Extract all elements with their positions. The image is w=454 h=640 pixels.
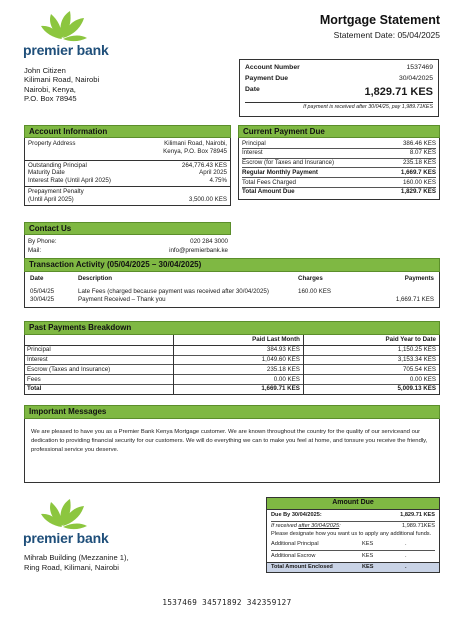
current-payment-header: Current Payment Due: [238, 125, 440, 138]
prepayment-penalty-value: 3,500.00 KES: [188, 195, 227, 203]
transaction-charges: 160.00 KES: [298, 287, 332, 295]
amount-due-coupon: Amount Due Due By 30/04/2025: 1,829.71 KES If received after 30/04/2025: 1,989.71KES Please designate how you want us to apply any additional funds. Additional Principal KES . Additional Escrow KES . Total Amount Enclosed KES .: [266, 497, 440, 573]
payment-due-row: [242, 187, 436, 197]
micr-line: 1537469 34571892 342359127: [162, 598, 292, 607]
transaction-description: Late Fees (charged because payment was received after 30/04/2025): [78, 287, 269, 295]
payment-due-row: [242, 167, 436, 177]
past-payments-table: [25, 335, 439, 394]
account-information-header: Account Information: [24, 125, 231, 138]
leaf-logo-icon: [22, 498, 122, 546]
paid-ytd-value: 0.00 KES: [409, 375, 436, 383]
payment-due-item-value: 386.46 KES: [402, 139, 436, 147]
table-row: [25, 355, 439, 365]
paid-last-month-value: 0.00 KES: [173, 375, 303, 385]
phone-value[interactable]: 020 284 3000: [190, 238, 228, 245]
current-payment-section: [238, 125, 440, 200]
payment-due-item-label: Regular Monthly Payment: [242, 168, 318, 176]
past-payments-header: Past Payments Breakdown: [24, 321, 440, 335]
interest-rate-label: Interest Rate (Until April 2025): [28, 177, 111, 184]
date-header: Date: [30, 275, 44, 282]
outstanding-principal-label: Outstanding Principal: [28, 161, 87, 169]
mail-label: Mail:: [28, 246, 42, 254]
payment-due-value: 30/04/2025: [398, 75, 433, 83]
past-payment-label: Total: [25, 384, 173, 393]
transaction-activity-header: Transaction Activity (05/04/2025 – 30/04/2025): [24, 258, 440, 272]
email-link[interactable]: info@premierbank.ke: [169, 246, 228, 254]
payments-header: Payments: [404, 275, 434, 282]
transaction-payments: [376, 288, 436, 296]
transaction-date: 05/04/25: [30, 287, 55, 295]
phone-label: By Phone:: [28, 238, 57, 245]
additional-escrow-field[interactable]: .: [405, 553, 407, 560]
account-number-value: 1537469: [406, 64, 433, 71]
due-by-value: 1,829.71 KES: [400, 512, 435, 518]
past-payment-label: Fees: [25, 375, 173, 385]
property-address-label: Property Address: [28, 140, 76, 147]
amount-date-label: Date: [245, 85, 260, 93]
property-address-value: Kilimani Road, Nairobi, Kenya, P.O. Box 78945: [163, 140, 227, 155]
payment-due-row: [242, 158, 436, 168]
past-payments-section: [24, 321, 440, 395]
payment-due-item-label: Total Amount Due: [242, 188, 295, 196]
due-by-label: Due By 30/04/2025:: [271, 512, 322, 518]
contact-section: [24, 222, 231, 258]
payment-due-row: [242, 177, 436, 187]
bank-address: Mihrab Building (Mezzanine 1), Ring Road, Kilimani, Nairobi: [24, 553, 129, 572]
transaction-date: 30/04/25: [30, 295, 55, 303]
coupon-instruction: Please designate how you want us to apply any additional funds.: [271, 530, 432, 537]
paid-last-month-value: 384.93 KES: [173, 345, 303, 355]
bank-logo-top: [22, 10, 122, 58]
paid-ytd-value: 1,150.25 KES: [397, 346, 436, 354]
payment-due-item-label: Principal: [242, 139, 266, 147]
total-enclosed-field[interactable]: .: [405, 564, 407, 571]
table-row: [28, 288, 436, 296]
paid-ytd-value: 3,153.34 KES: [397, 356, 436, 363]
payment-due-item-label: Interest: [242, 149, 263, 157]
payment-due-item-label: Escrow (for Taxes and Insurance): [242, 159, 335, 166]
payment-due-item-value: 1,829.7 KES: [400, 188, 436, 196]
bank-logo-bottom: [22, 498, 122, 546]
past-payment-label: Escrow (Taxes and Insurance): [25, 365, 173, 375]
coupon-header: Amount Due: [267, 498, 439, 510]
transaction-payments: 1,669.71 KES: [395, 295, 434, 303]
table-row: [28, 296, 436, 304]
payment-due-item-value: 160.00 KES: [402, 178, 436, 186]
important-messages-header: Important Messages: [24, 405, 440, 419]
payment-due-item-value: 8.07 KES: [409, 149, 436, 157]
charges-header: Charges: [298, 275, 323, 282]
additional-principal-field[interactable]: .: [405, 541, 407, 548]
statement-title: Mortgage Statement: [319, 13, 440, 27]
transaction-charges: [296, 296, 376, 304]
payment-due-item-label: Total Fees Charged: [242, 178, 296, 186]
total-enclosed-label: Total Amount Enclosed: [271, 564, 333, 571]
payment-due-item-value: 235.18 KES: [402, 159, 436, 166]
late-amount-value: 1,989.71KES: [402, 522, 435, 529]
past-payment-label: Principal: [25, 345, 173, 355]
account-summary-box: [239, 59, 439, 117]
amount-due-value: 1,829.71 KES: [364, 85, 433, 98]
table-row: [25, 365, 439, 375]
important-message-body: We are pleased to have you as a Premier Bank Kenya Mortgage customer. We are known throughout the country for the quality of our serviceand our dedication to providing financial security for our customers. We will do everything we can to make you feel at home, and tonsure you receive the friendly, professional service you deserve.: [31, 429, 428, 454]
contact-header: Contact Us: [24, 222, 231, 235]
account-information-section: Account Information Property Address Kilimani Road, Nairobi, Kenya, P.O. Box 78945 Outstanding Principal 264,776.43 KES Maturity Date April 2025 Interest Rate (Until April 2025) 4.75% Prepayment Penalty (Until April 2025) 3,500.00 KES: [24, 125, 231, 206]
paid-last-month-header: Paid Last Month: [173, 335, 303, 345]
svg-text:premier bank: premier bank: [23, 530, 109, 546]
table-row: [25, 384, 439, 393]
outstanding-principal-value: 264,776.43 KES: [181, 161, 227, 169]
additional-principal-label: Additional Principal: [271, 541, 319, 548]
interest-rate-value: 4.75%: [209, 177, 227, 184]
maturity-date-value: April 2025: [199, 169, 227, 177]
statement-date: Statement Date: 05/04/2025: [333, 29, 440, 40]
paid-ytd-value: 5,009.13 KES: [397, 385, 436, 393]
account-number-label: Account Number: [245, 64, 300, 71]
prepayment-penalty-label: Prepayment Penalty: [28, 187, 84, 195]
payment-due-label: Payment Due: [245, 75, 289, 83]
paid-ytd-value: 705.54 KES: [402, 365, 436, 373]
maturity-date-label: Maturity Date: [28, 169, 65, 177]
payment-due-row: [242, 148, 436, 158]
late-payment-note: If payment is received after 30/04/25, pay 1,989.71KES: [303, 103, 433, 110]
svg-text:premier bank: premier bank: [23, 42, 109, 58]
paid-last-month-value: 1,669.71 KES: [173, 384, 303, 393]
customer-address: John Citizen Kilimani Road, Nairobi Nairobi, Kenya, P.O. Box 78945: [24, 66, 100, 103]
payment-due-row: [242, 139, 436, 148]
paid-last-month-value: 235.18 KES: [173, 365, 303, 375]
payment-due-item-value: 1,669.7 KES: [400, 168, 436, 176]
past-payment-label: Interest: [25, 355, 173, 365]
additional-escrow-label: Additional Escrow: [271, 553, 316, 560]
transaction-activity-section: [24, 258, 440, 308]
paid-last-month-value: 1,049.60 KES: [173, 355, 303, 365]
table-row: [25, 345, 439, 355]
transaction-description: Payment Received – Thank you: [78, 295, 166, 303]
transaction-table: [28, 275, 436, 303]
description-header: Description: [78, 275, 113, 282]
paid-ytd-header: Paid Year to Date: [385, 336, 436, 343]
late-amount-label: If received after 30/04/2025:: [271, 522, 341, 529]
important-messages-section: [24, 405, 440, 483]
leaf-logo-icon: [22, 10, 122, 58]
table-row: [25, 375, 439, 385]
